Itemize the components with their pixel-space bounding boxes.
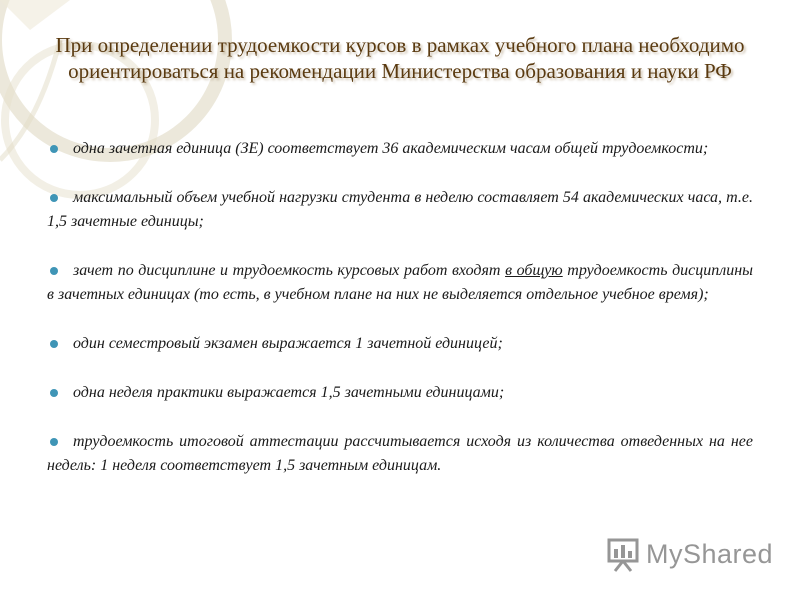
bullet-item-weekly-load: максимальный объем учебной нагрузки студента в неделю составляет 54 академических часа, т.е. 1,5 зачетные единицы;	[47, 186, 753, 234]
myshared-logo	[606, 534, 773, 574]
bullet-text-part: зачет по дисциплине и трудоемкость курсовых работ входят	[73, 262, 506, 279]
bullet-item-tests-coursework	[47, 259, 753, 307]
bullet-item-exam: один семестровый экзамен выражается 1 зачетной единицей;	[47, 332, 753, 356]
underlined-text: в общую	[505, 262, 563, 279]
bullet-item-credit-hours: одна зачетная единица (ЗЕ) соответствует 36 академическим часам общей трудоемкости;	[47, 137, 753, 161]
bullet-text-part: трудоемкость дисциплины в зачетных единицах (то есть, в учебном плане на них не выделяется отдельное учебное время);	[47, 262, 754, 303]
logo-text: MyShared	[646, 538, 774, 569]
bullet-list	[47, 137, 753, 503]
bullet-item-final-attestation: трудоемкость итоговой аттестации рассчитывается исходя из количества отведенных на нее недель: 1 неделя соответствует 1,5 зачетным единицам.	[47, 430, 753, 478]
bullet-item-practice: одна неделя практики выражается 1,5 зачетными единицами;	[47, 381, 753, 405]
page-title: При определении трудоемкости курсов в рамках учебного плана необходимо ориентироваться на рекомендации Министерства образования и науки РФ	[55, 33, 745, 83]
presentation-board-icon	[606, 536, 640, 572]
